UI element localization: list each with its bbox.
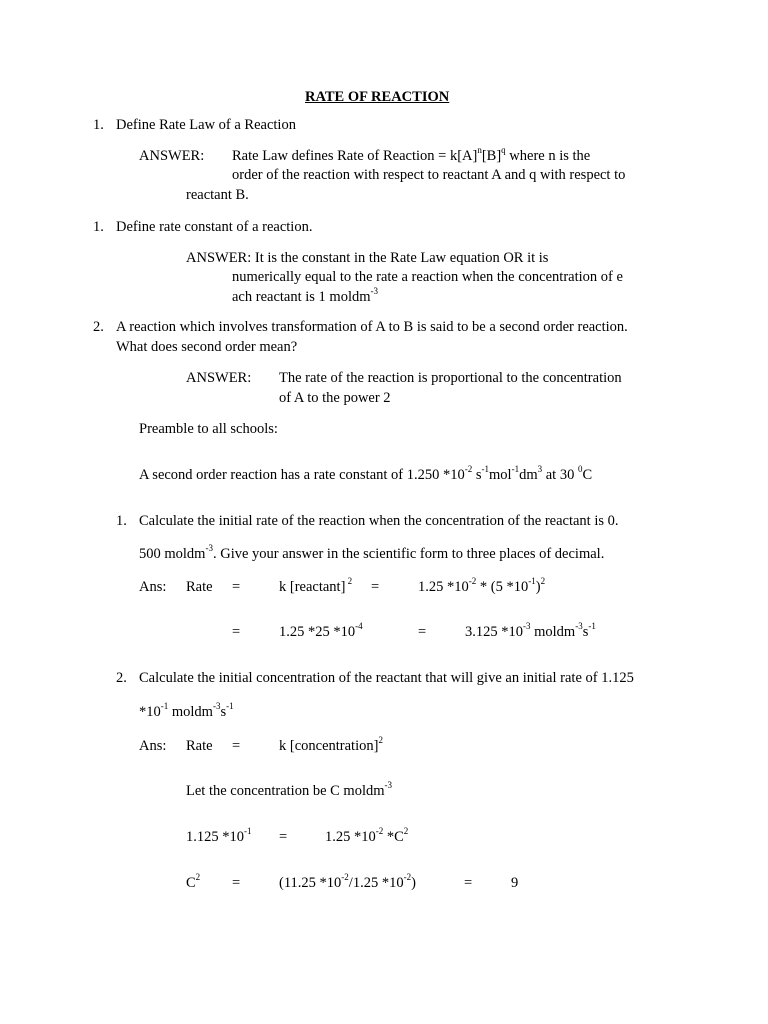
- question-text: Define rate constant of a reaction.: [116, 219, 313, 235]
- answer-text: ach reactant is 1 moldm$^{-3}$: [232, 286, 379, 305]
- answer-text: Rate Law defines Rate of Reaction = $k[A]^n[B]^q$ where n is the: [232, 145, 591, 164]
- page-title: RATE OF REACTION: [305, 89, 450, 105]
- question-number: 1.: [93, 219, 104, 235]
- sub-question-number: 1.: [116, 513, 127, 529]
- answer-text: reactant B.: [186, 187, 249, 203]
- equals-sign: =: [279, 829, 288, 845]
- calculation: $C^2$: [186, 872, 201, 891]
- calculation: 1.25 $*10^{-2}$ $*C^2$: [325, 826, 409, 845]
- calculation: 1.125 $*10^{-1}$: [186, 826, 252, 845]
- ans-label: Ans:: [139, 579, 167, 595]
- equals-sign: =: [232, 875, 241, 891]
- rate-label: Rate: [186, 579, 213, 595]
- sub-question-text: Calculate the initial rate of the reaction when the concentration of the reactant is 0.: [139, 513, 619, 529]
- answer-label: ANSWER:: [139, 148, 205, 164]
- question-number: 1.: [93, 117, 104, 133]
- question-text: What does second order mean?: [116, 339, 298, 355]
- preamble-label: Preamble to all schools:: [139, 421, 278, 437]
- equals-sign: =: [232, 579, 241, 595]
- result: 9: [511, 875, 519, 891]
- sub-question-text: 500 moldm$^{-3}$. Give your answer in the scientific form to three places of decimal.: [139, 543, 605, 562]
- answer-label: ANSWER:: [186, 370, 252, 386]
- sub-question-text: Calculate the initial concentration of the reactant that will give an initial rate of 1.125: [139, 670, 634, 686]
- equals-sign: =: [464, 875, 473, 891]
- calculation: 1.25 *25 $*10^{-4}$: [279, 621, 363, 640]
- answer-text: The rate of the reaction is proportional to the concentration: [279, 370, 622, 386]
- result: 3.125 $*10^{-3}$ $moldm^{-3}s^{-1}$: [465, 621, 596, 640]
- rate-label: Rate: [186, 738, 213, 754]
- sub-question-number: 2.: [116, 670, 127, 686]
- equals-sign: =: [371, 579, 380, 595]
- ans-label: Ans:: [139, 738, 167, 754]
- sub-question-text: $*10^{-1}$ $moldm^{-3}s^{-1}$: [139, 701, 234, 720]
- answer-text: ANSWER: It is the constant in the Rate Law equation OR it is: [186, 250, 549, 266]
- question-text: Define Rate Law of a Reaction: [116, 117, 296, 133]
- answer-text: order of the reaction with respect to reactant A and q with respect to: [232, 167, 626, 183]
- equals-sign: =: [232, 738, 241, 754]
- equals-sign: =: [418, 624, 427, 640]
- rate-expression: k [concentration]$^2$: [279, 735, 383, 754]
- question-text: A reaction which involves transformation of A to B is said to be a second order reaction.: [116, 319, 628, 335]
- calculation: 1.25 $*10^{-2} * (5$ $*10^{-1})^2$: [418, 576, 546, 595]
- answer-text: numerically equal to the rate a reaction when the concentration of e: [232, 269, 623, 285]
- let-statement: Let the concentration be C moldm$^{-3}$: [186, 780, 393, 799]
- equals-sign: =: [232, 624, 241, 640]
- question-number: 2.: [93, 319, 104, 335]
- answer-text: of A to the power 2: [279, 390, 391, 406]
- calculation: (11.25 $*10^{-2}/1.25$ $*10^{-2}$): [279, 872, 416, 891]
- preamble-text: A second order reaction has a rate constant of 1.250 $*10^{-2}$ $s^{-1}mol^{-1}dm^3$ at 30 $^0$C: [139, 464, 593, 483]
- rate-expression: k [reactant] $^2$: [279, 576, 353, 595]
